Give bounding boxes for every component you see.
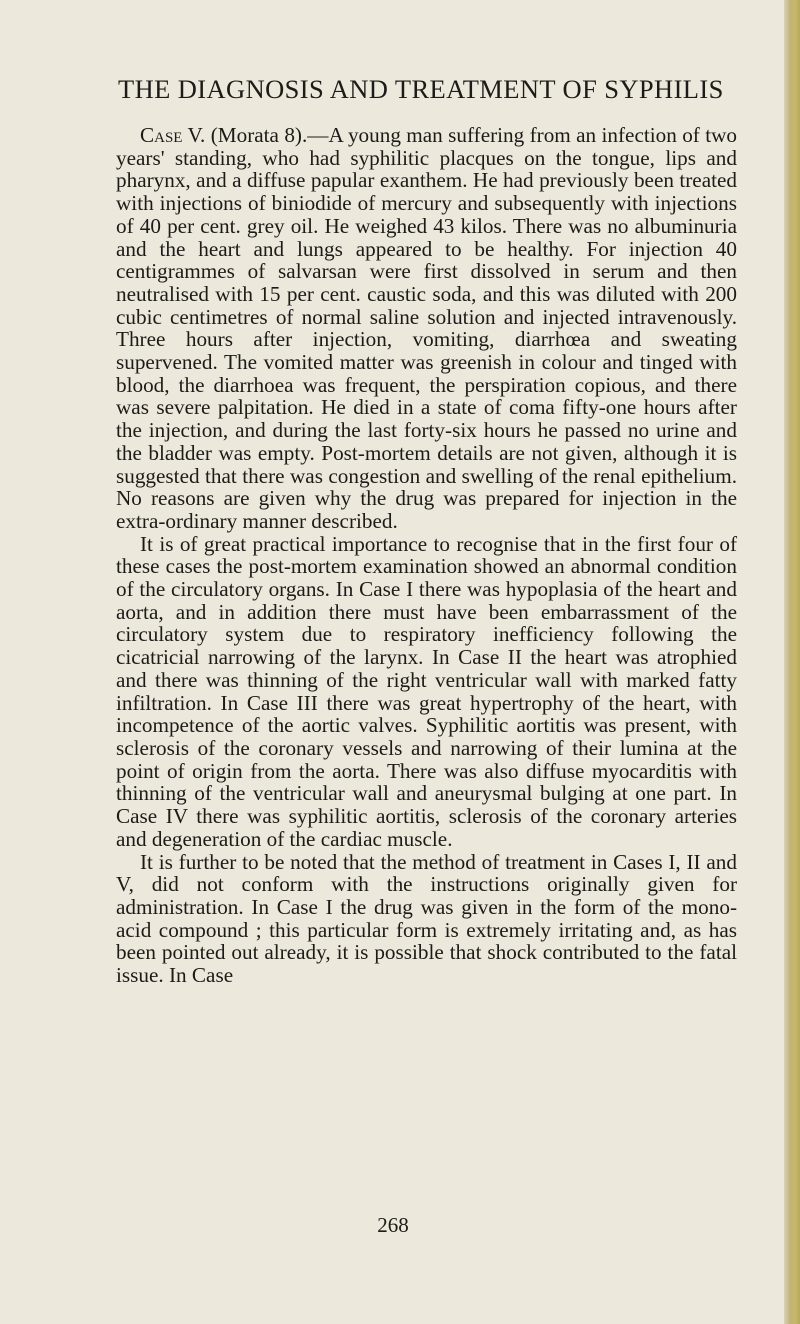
page-edge <box>784 0 800 1324</box>
paragraph-text: V. (Morata 8).—A young man suffering from an infection of two years' standing, who had syphilitic placques on the tongue, lips and pharynx, and a diffuse papular exanthem. He had previously been treated with injections of biniodide of mercury and subsequently with injections of 40 per cent. grey oil. He weighed 43 kilos. There was no albuminuria and the heart and lungs appeared to be healthy. For injection 40 centigrammes of salvarsan were first dissolved in serum and then neutralised with 15 per cent. caustic soda, and this was diluted with 200 cubic centimetres of normal saline solution and injected intravenously. Three hours after injection, vomiting, diarrhœa and sweating supervened. The vomited matter was greenish in colour and tinged with blood, the diarrhoea was frequent, the perspiration copious, and there was severe palpitation. He died in a state of coma fifty-one hours after the injection, and during the last forty-six hours he passed no urine and the bladder was empty. Post-mortem details are not given, although it is suggested that there was congestion and swelling of the renal epithelium. No reasons are given why the drug was prepared for injection in the extra-ordinary manner described. <box>116 123 737 533</box>
paragraph-text: It is of great practical importance to recognise that in the first four of these cases the post-mortem examination showed an abnormal condition of the circulatory organs. In Case I there was hypoplasia of the heart and aorta, and in addition there must have been embarrassment of the circulatory system due to respiratory inefficiency following the cicatricial narrowing of the larynx. In Case II the heart was atrophied and there was thinning of the right ventricular wall with marked fatty infiltration. In Case III there was great hypertrophy of the heart, with incompetence of the aortic valves. Syphilitic aortitis was present, with sclerosis of the coronary vessels and narrowing of their lumina at the point of origin from the aorta. There was also diffuse myocarditis with thinning of the ventricular wall and aneurysmal bulging at one part. In Case IV there was syphilitic aortitis, sclerosis of the coronary arteries and degeneration of the cardiac muscle. <box>116 531 737 851</box>
page-number: 268 <box>377 1213 409 1237</box>
running-head: THE DIAGNOSIS AND TREATMENT OF SYPHILIS <box>118 74 724 104</box>
paragraph-method <box>116 851 737 987</box>
case-label: Case <box>140 123 183 147</box>
paragraph-circulatory <box>116 533 737 851</box>
paragraph-case-v <box>116 124 737 533</box>
paragraph-text: It is further to be noted that the method of treatment in Cases I, II and V, did not conform with the instructions originally given for administration. In Case I the drug was given in the form of the mono-acid compound ; this particular form is extremely irritating and, as has been pointed out already, it is possible that shock contributed to the fatal issue. In Case <box>116 849 737 988</box>
body-text <box>116 124 737 987</box>
